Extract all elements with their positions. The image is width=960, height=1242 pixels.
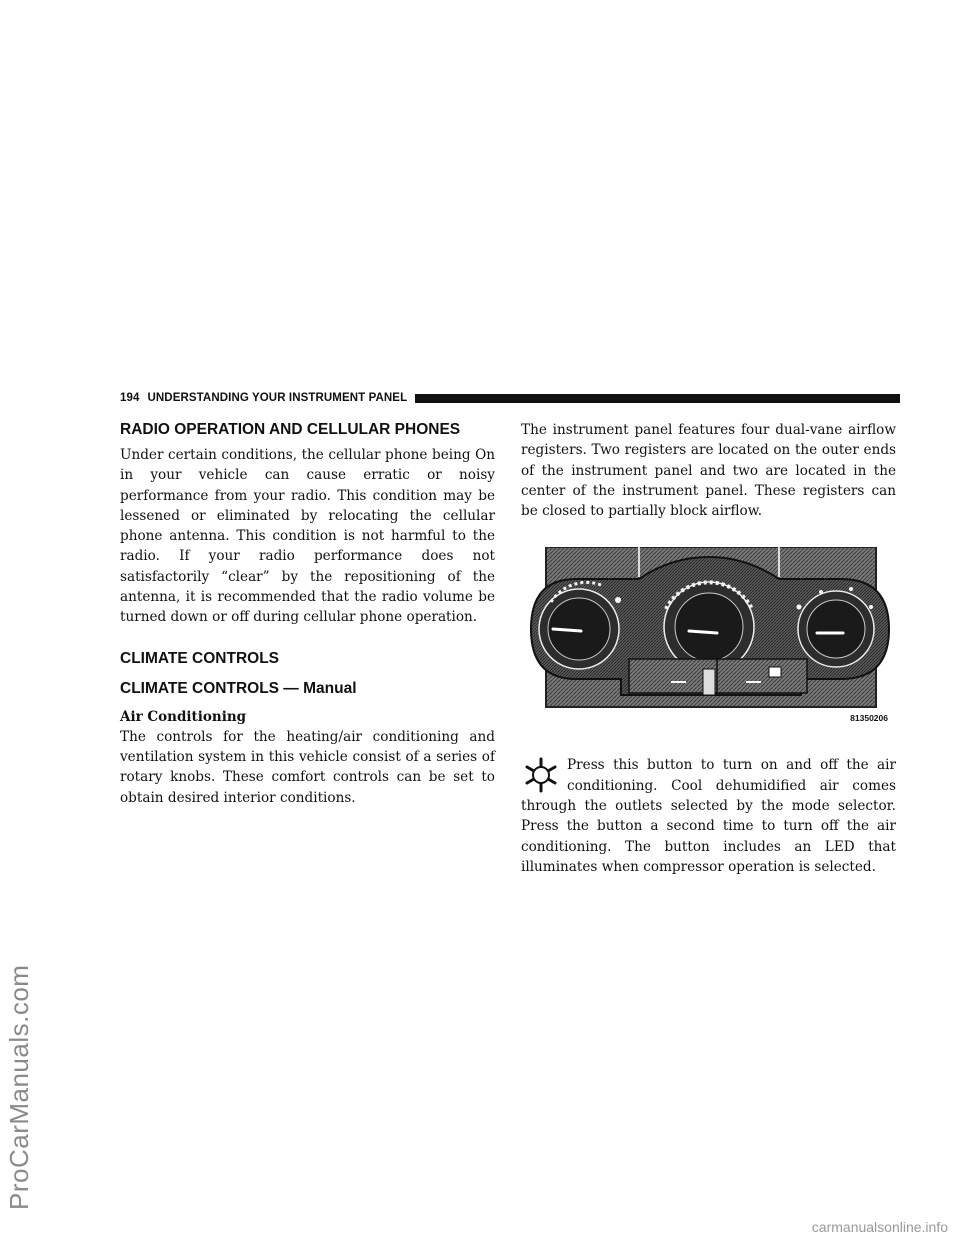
left-column bbox=[120, 420, 495, 808]
registers-paragraph: The instrument panel features four dual-vane airflow registers. Two registers are located on the outer ends of the instrument panel and two are located in the center of the instrument panel. These registers can be closed to partially block airflow. bbox=[521, 422, 896, 520]
air-conditioning-paragraph: The controls for the heating/air conditioning and ventilation system in this vehicle consist of a series of rotary knobs. These comfort controls can be set to obtain desired interior conditions. bbox=[120, 728, 495, 806]
page-header bbox=[120, 391, 900, 405]
radio-heading: RADIO OPERATION AND CELLULAR PHONES bbox=[120, 421, 461, 438]
air-conditioning-subheading: Air Conditioning bbox=[120, 708, 247, 725]
right-column bbox=[521, 420, 896, 877]
climate-panel-illustration bbox=[521, 547, 896, 737]
climate-control-figure bbox=[521, 547, 896, 737]
ac-button-description bbox=[521, 755, 896, 877]
figure-code: 81350206 bbox=[850, 713, 888, 724]
page-number: 194 bbox=[120, 392, 140, 404]
watermark-bottom: carmanualsonline.info bbox=[811, 1219, 948, 1235]
ac-button-paragraph: Press this button to turn on and off the air conditioning. Cool dehumidified air comes through the outlets selected by the mode selector. Press the button a second time to turn off the air conditioning. The button includes an LED that illuminates when compressor operation is selected. bbox=[521, 757, 896, 875]
snowflake-icon bbox=[521, 755, 561, 795]
radio-paragraph: Under certain conditions, the cellular phone being On in your vehicle can cause erratic or noisy performance from your radio. This condition may be lessened or eliminated by relocating the cellular phone antenna. This condition is not harmful to the radio. If your radio performance does not satisfactorily “clear” by the repositioning of the antenna, it is recommended that the radio volume be turned down or off during cellular phone operation. bbox=[120, 447, 495, 626]
watermark-left: ProCarManuals.com bbox=[4, 964, 34, 1210]
running-title: UNDERSTANDING YOUR INSTRUMENT PANEL bbox=[147, 392, 408, 404]
header-rule bbox=[415, 394, 900, 403]
climate-heading: CLIMATE CONTROLS bbox=[120, 649, 280, 667]
climate-manual-heading: CLIMATE CONTROLS — Manual bbox=[120, 679, 357, 697]
